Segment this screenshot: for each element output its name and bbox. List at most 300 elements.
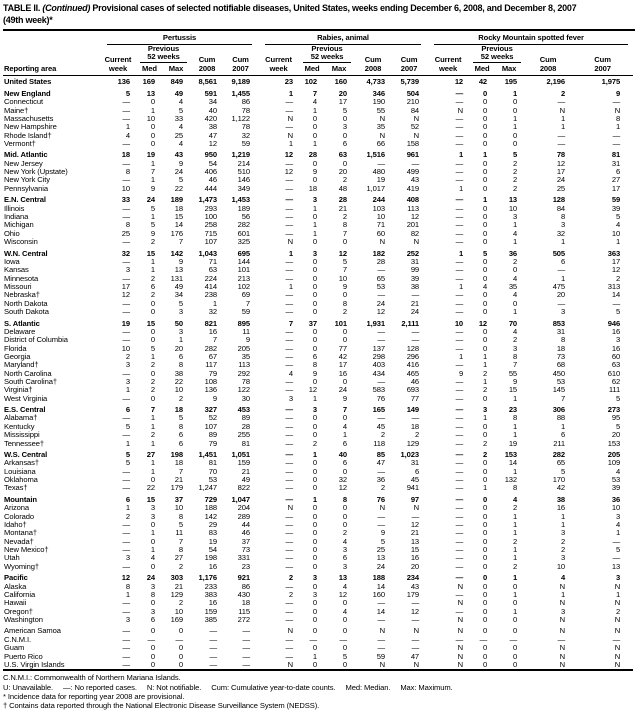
value-cell: 28: [338, 195, 348, 205]
value-cell: 9: [245, 336, 251, 345]
value-cell: 158: [406, 139, 420, 148]
value-cell: 1: [615, 123, 621, 132]
year-2008-label: 2008: [539, 63, 557, 73]
value-cell: —: [455, 394, 464, 403]
value-cell: 55: [376, 106, 386, 115]
reporting-area-cell: Arkansas†: [4, 459, 39, 468]
value-cell: 146: [237, 176, 251, 185]
value-cell: 113: [407, 204, 420, 213]
value-cell: —: [455, 512, 464, 521]
value-cell: 97: [410, 494, 420, 504]
value-cell: 2: [482, 450, 488, 460]
reporting-area-cell: E.N. Central: [4, 195, 46, 205]
value-cell: 1: [512, 554, 518, 563]
value-cell: 86: [241, 582, 251, 591]
value-cell: —: [285, 221, 294, 230]
value-cell: 24: [146, 573, 155, 583]
value-cell: 9: [512, 377, 518, 386]
value-cell: —: [285, 562, 294, 571]
value-cell: 2: [512, 168, 518, 177]
reporting-area-cell: United States: [4, 77, 52, 87]
value-cell: 18: [174, 204, 183, 213]
value-cell: 8: [512, 352, 518, 361]
value-cell: N: [559, 626, 566, 636]
value-cell: 1: [288, 88, 294, 98]
value-cell: 4: [512, 291, 518, 300]
value-cell: 33: [121, 195, 130, 205]
value-cell: 17: [611, 184, 621, 193]
value-cell: 153: [607, 439, 621, 448]
legend-item: N: Not notifiable.: [146, 682, 202, 692]
value-cell: 238: [204, 291, 217, 300]
value-cell: 20: [174, 344, 183, 353]
table-row: [3, 132, 633, 140]
value-cell: 2: [512, 159, 518, 168]
value-cell: —: [122, 607, 130, 616]
value-cell: 1: [150, 257, 155, 266]
value-cell: —: [612, 98, 621, 107]
value-cell: 0: [482, 168, 488, 177]
week-label: week: [269, 63, 288, 73]
value-cell: 9: [312, 168, 318, 177]
value-cell: N: [614, 652, 621, 661]
reporting-area-cell: Guam: [4, 644, 25, 653]
value-cell: 1: [312, 204, 318, 213]
value-cell: N: [457, 582, 464, 591]
value-cell: 583: [372, 386, 386, 395]
value-cell: 3: [312, 248, 318, 258]
value-cell: —: [557, 131, 566, 140]
table-row: [3, 529, 633, 537]
value-cell: N: [614, 599, 621, 608]
value-cell: 73: [556, 352, 566, 361]
table-row: [3, 636, 633, 644]
value-cell: N: [379, 114, 386, 123]
reporting-area-cell: Oregon†: [4, 607, 33, 616]
value-cell: 1: [512, 529, 518, 538]
value-cell: 9: [150, 229, 155, 238]
value-cell: 18: [241, 599, 251, 608]
table-row: [3, 238, 633, 246]
value-cell: 11: [175, 529, 183, 538]
value-cell: —: [455, 123, 464, 132]
reporting-area-cell: Nebraska†: [4, 291, 40, 300]
pertussis-label: Pertussis: [107, 34, 252, 45]
value-cell: 0: [482, 98, 488, 107]
value-cell: —: [455, 257, 464, 266]
value-cell: —: [285, 266, 294, 275]
value-cell: 0: [342, 131, 348, 140]
value-cell: —: [557, 98, 566, 107]
value-cell: 50: [174, 318, 183, 328]
col-previous-52: [470, 45, 524, 64]
value-cell: —: [175, 635, 183, 644]
value-cell: 1,453: [231, 195, 251, 205]
value-cell: N: [413, 660, 420, 669]
value-cell: 1: [288, 139, 294, 148]
value-cell: 1: [560, 422, 566, 431]
table-row: [3, 583, 633, 591]
value-cell: 35: [241, 352, 251, 361]
value-cell: 34: [208, 98, 217, 107]
value-cell: 49: [174, 88, 183, 98]
value-cell: 10: [376, 213, 386, 221]
value-cell: 0: [482, 123, 488, 132]
value-cell: 28: [241, 422, 251, 431]
value-cell: 0: [342, 504, 348, 513]
value-cell: 32: [208, 307, 217, 316]
value-cell: —: [377, 159, 386, 168]
value-cell: —: [377, 599, 386, 608]
reporting-area-cell: Pennsylvania: [4, 184, 48, 193]
value-cell: —: [209, 660, 217, 669]
value-cell: 1: [560, 512, 566, 521]
value-cell: 20: [556, 291, 566, 300]
value-cell: —: [285, 476, 294, 485]
value-cell: 12: [611, 266, 621, 275]
value-cell: 306: [552, 405, 566, 415]
value-cell: 298: [372, 352, 386, 361]
value-cell: 21: [174, 582, 183, 591]
value-cell: 38: [174, 369, 183, 378]
value-cell: 0: [482, 529, 488, 538]
value-cell: 0: [150, 537, 155, 546]
value-cell: 6: [560, 431, 566, 440]
value-cell: 0: [482, 238, 488, 247]
value-cell: —: [285, 336, 294, 345]
value-cell: —: [377, 327, 386, 336]
value-cell: —: [612, 635, 621, 644]
value-cell: 3: [125, 266, 130, 275]
value-cell: —: [455, 607, 464, 616]
value-cell: 22: [174, 377, 183, 386]
value-cell: 16: [208, 599, 217, 608]
value-cell: 0: [150, 123, 155, 132]
value-cell: —: [455, 450, 464, 460]
value-cell: 3: [288, 394, 294, 403]
reporting-area-cell: Florida: [4, 344, 27, 353]
table-row: [3, 403, 633, 415]
value-cell: N: [559, 582, 566, 591]
value-cell: 0: [482, 582, 488, 591]
value-cell: 19: [208, 537, 217, 546]
value-cell: 0: [482, 520, 488, 529]
value-cell: 4: [342, 582, 348, 591]
value-cell: 729: [204, 494, 217, 504]
group-header-pertussis: [99, 32, 257, 45]
week-label: week: [108, 63, 128, 73]
table-row: [3, 87, 633, 99]
legend-item: U: Unavailable.: [3, 682, 53, 692]
value-cell: 1,051: [231, 450, 251, 460]
value-cell: 0: [482, 546, 488, 554]
reporting-area-cell: Minnesota: [4, 274, 39, 283]
value-cell: 7: [312, 88, 318, 98]
value-cell: 601: [237, 229, 251, 238]
value-cell: 0: [482, 615, 488, 624]
value-cell: —: [455, 168, 464, 177]
value-cell: 7: [560, 394, 566, 403]
value-cell: 0: [482, 467, 488, 476]
value-cell: 136: [204, 386, 217, 395]
value-cell: —: [455, 562, 464, 571]
value-cell: —: [285, 512, 294, 521]
value-cell: N: [457, 599, 464, 608]
value-cell: N: [287, 114, 294, 123]
value-cell: 1: [512, 520, 518, 529]
value-cell: 81: [611, 150, 621, 160]
value-cell: 4: [560, 573, 566, 583]
value-cell: 313: [607, 282, 621, 291]
value-cell: 1: [482, 195, 488, 205]
value-cell: 8: [342, 299, 348, 308]
value-cell: 289: [237, 512, 251, 521]
value-cell: 0: [312, 520, 318, 529]
value-cell: 1: [150, 159, 155, 168]
value-cell: 0: [312, 327, 318, 336]
value-cell: —: [285, 607, 294, 616]
table-row: [3, 291, 633, 299]
value-cell: —: [455, 414, 464, 423]
value-cell: 8: [125, 221, 130, 230]
value-cell: 895: [237, 318, 251, 328]
value-cell: 0: [150, 299, 155, 308]
reporting-area-header: [3, 32, 99, 76]
value-cell: 2: [512, 504, 518, 513]
value-cell: —: [122, 139, 130, 148]
value-cell: 84: [410, 106, 420, 115]
value-cell: 2: [150, 377, 155, 386]
value-cell: 122: [237, 386, 251, 395]
value-cell: 363: [607, 248, 621, 258]
col-previous-52: [300, 45, 354, 64]
value-cell: 4: [150, 554, 155, 563]
value-cell: —: [455, 537, 464, 546]
value-cell: 13: [376, 554, 386, 563]
value-cell: 5: [178, 299, 183, 308]
value-cell: —: [122, 299, 130, 308]
value-cell: N: [379, 238, 386, 247]
reporting-area-cell: Texas†: [4, 484, 28, 493]
value-cell: 2: [380, 431, 386, 440]
value-cell: 1: [560, 274, 566, 283]
value-cell: 1: [615, 590, 621, 599]
value-cell: 0: [482, 327, 488, 336]
table-row: [3, 423, 633, 431]
value-cell: 60: [611, 352, 621, 361]
value-cell: 204: [237, 504, 251, 513]
value-cell: 327: [204, 405, 217, 415]
value-cell: 142: [204, 512, 217, 521]
value-cell: —: [285, 529, 294, 538]
value-cell: 43: [410, 176, 420, 185]
value-cell: 1: [512, 607, 518, 616]
value-cell: 15: [508, 386, 518, 395]
cum-label: Cum: [232, 55, 249, 65]
value-cell: 63: [611, 361, 621, 370]
value-cell: —: [122, 644, 130, 653]
value-cell: 14: [376, 607, 386, 616]
value-cell: 3: [125, 554, 130, 563]
value-cell: 853: [552, 318, 566, 328]
value-cell: 43: [174, 150, 183, 160]
table-row: [3, 160, 633, 168]
reporting-area-cell: District of Columbia: [4, 336, 68, 345]
value-cell: 234: [406, 573, 420, 583]
legend-item: Med: Median.: [345, 682, 391, 692]
value-cell: 7: [288, 318, 294, 328]
value-cell: —: [411, 644, 420, 653]
value-cell: 8: [125, 582, 130, 591]
value-cell: 23: [508, 405, 518, 415]
value-cell: —: [285, 414, 294, 423]
value-cell: 0: [312, 484, 318, 493]
value-cell: 0: [512, 644, 518, 653]
value-cell: 1: [288, 282, 294, 291]
value-cell: 4: [178, 123, 183, 132]
value-cell: —: [122, 114, 130, 123]
value-cell: 8: [178, 512, 183, 521]
value-cell: 179: [406, 590, 420, 599]
value-cell: 179: [170, 484, 183, 493]
value-cell: 52: [410, 123, 420, 132]
value-cell: 59: [241, 307, 251, 316]
value-cell: —: [285, 98, 294, 107]
value-cell: N: [559, 615, 566, 624]
value-cell: 5: [150, 221, 155, 230]
value-cell: 78: [241, 377, 251, 386]
value-cell: 0: [342, 467, 348, 476]
table-row: [3, 115, 633, 123]
value-cell: —: [285, 176, 294, 185]
value-cell: 2: [178, 394, 183, 403]
value-cell: 33: [174, 114, 183, 123]
value-cell: 4: [178, 98, 183, 107]
value-cell: N: [457, 644, 464, 653]
value-cell: 1: [125, 123, 130, 132]
value-cell: 2: [342, 529, 348, 538]
value-cell: 1: [312, 229, 318, 238]
value-cell: 0: [482, 266, 488, 275]
value-cell: 2: [178, 599, 183, 608]
value-cell: 115: [238, 607, 251, 616]
value-cell: 18: [556, 344, 566, 353]
value-cell: 296: [406, 352, 420, 361]
value-cell: 1: [560, 123, 566, 132]
value-cell: 6: [414, 467, 420, 476]
value-cell: 1: [512, 123, 518, 132]
value-cell: 3: [560, 307, 566, 316]
table-row: [3, 353, 633, 361]
value-cell: 0: [512, 98, 518, 107]
value-cell: 21: [241, 467, 251, 476]
value-cell: —: [455, 476, 464, 485]
value-cell: 453: [237, 405, 251, 415]
table-row: [3, 258, 633, 266]
value-cell: 12: [338, 484, 348, 493]
value-cell: —: [455, 299, 464, 308]
value-cell: 0: [482, 176, 488, 185]
reporting-area-cell: Illinois: [4, 204, 25, 213]
value-cell: 2: [615, 274, 621, 283]
value-cell: 0: [312, 607, 318, 616]
value-cell: 822: [237, 484, 251, 493]
reporting-area-cell: Georgia: [4, 352, 31, 361]
value-cell: —: [285, 195, 294, 205]
value-cell: —: [455, 422, 464, 431]
value-cell: —: [455, 176, 464, 185]
reporting-area-cell: Alaska: [4, 582, 27, 591]
value-cell: 303: [170, 573, 183, 583]
value-cell: 0: [150, 139, 155, 148]
reporting-area-cell: New Hampshire: [4, 123, 57, 132]
value-cell: 5: [150, 344, 155, 353]
footnote-cnmi: C.N.M.I.: Commonwealth of Northern Mariana Islands.: [3, 673, 181, 683]
value-cell: 0: [512, 599, 518, 608]
value-cell: 46: [410, 377, 420, 386]
value-cell: 0: [312, 504, 318, 513]
value-cell: N: [457, 626, 464, 636]
value-cell: N: [413, 238, 420, 247]
value-cell: 8: [512, 414, 518, 423]
value-cell: —: [612, 131, 621, 140]
value-cell: 18: [174, 459, 183, 468]
value-cell: 1: [560, 520, 566, 529]
value-cell: —: [377, 414, 386, 423]
value-cell: 4: [482, 282, 488, 291]
value-cell: —: [377, 291, 386, 300]
value-cell: 4: [312, 98, 318, 107]
value-cell: —: [285, 459, 294, 468]
value-cell: 10: [174, 504, 183, 513]
value-cell: —: [122, 176, 130, 185]
reporting-area-cell: W.S. Central: [4, 450, 48, 460]
value-cell: —: [411, 291, 420, 300]
value-cell: 5: [178, 520, 183, 529]
value-cell: 67: [208, 352, 217, 361]
legend-item: Cum: Cumulative year-to-date counts.: [211, 682, 336, 692]
value-cell: 1,516: [366, 150, 386, 160]
value-cell: 117: [205, 361, 217, 370]
value-cell: N: [614, 626, 621, 636]
value-cell: 0: [482, 204, 488, 213]
value-cell: 21: [174, 476, 183, 485]
value-cell: 19: [508, 439, 518, 448]
value-cell: 19: [146, 150, 155, 160]
value-cell: 59: [376, 652, 386, 661]
value-cell: 182: [372, 248, 386, 258]
value-cell: 71: [208, 257, 217, 266]
value-cell: 31: [410, 459, 420, 468]
value-cell: 7: [212, 336, 217, 345]
value-cell: 13: [410, 537, 420, 546]
value-cell: 715: [204, 229, 217, 238]
value-cell: 0: [312, 266, 318, 275]
value-cell: 0: [150, 307, 155, 316]
value-cell: 2: [560, 537, 566, 546]
value-cell: N: [287, 504, 294, 513]
value-cell: 42: [338, 352, 348, 361]
value-cell: —: [285, 361, 294, 370]
value-cell: 0: [512, 106, 518, 115]
year-2007-label: 2007: [232, 63, 249, 73]
value-cell: N: [413, 626, 420, 636]
value-cell: 408: [406, 195, 420, 205]
value-cell: 1: [150, 467, 155, 476]
value-cell: 0: [150, 327, 155, 336]
value-cell: 3: [150, 504, 155, 513]
value-cell: 12: [376, 307, 386, 316]
